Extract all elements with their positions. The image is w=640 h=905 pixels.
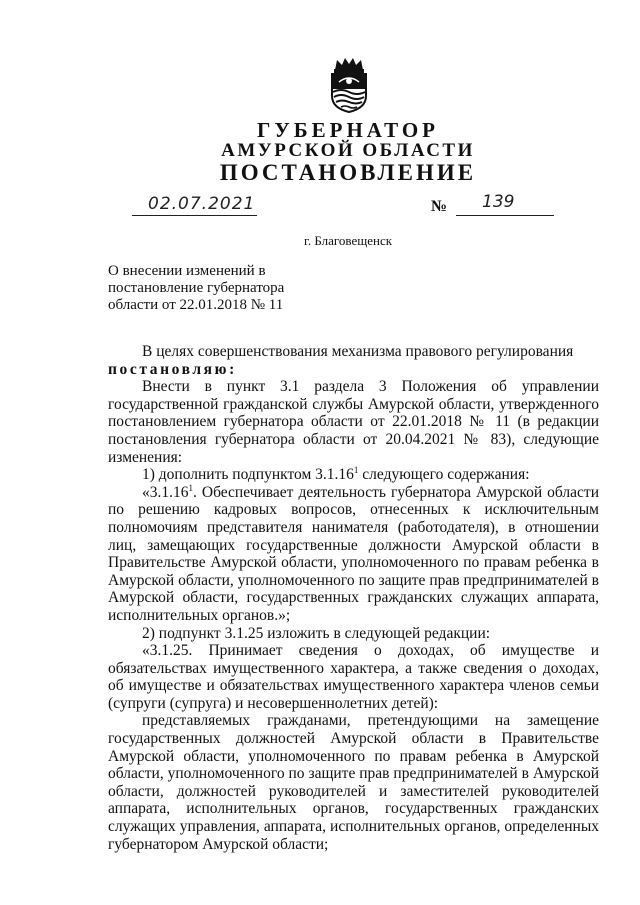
subject-line: постановление губернатора [108,280,285,296]
item-2: 2) подпункт 3.1.25 изложить в следующей редакции: [142,624,491,642]
amur-region-coat-of-arms-icon [327,56,371,114]
number-underline [456,215,554,216]
subject-line: О внесении изменений в [108,263,266,279]
decree-word: постановляю: [108,360,237,378]
number-label: № [431,198,448,215]
paragraph-amendment: Внести в пункт 3.1 раздела 3 Положения об управлении государственной гражданской службы Амурской области, утвержденного постановлением губернатора области от 22.01.2018 № 11 (в редакции постановления губернатора области от 20.04.2021 № 83), следующие изменения: [108,378,599,466]
title-region: АМУРСКОЙ ОБЛАСТИ [221,140,475,161]
date-underline [132,215,257,216]
item-1 [108,466,599,484]
intro-paragraph: В целях совершенствования механизма правового регулирования [142,343,574,360]
document-type: ПОСТАНОВЛЕНИЕ [219,160,477,185]
title-governor: ГУБЕРНАТОР [256,118,440,142]
quote-3-1-25: «3.1.25. Принимает сведения о доходах, об имуществе и обязательствах имущественного характера, а также сведения о доходах, об имуществе и обязательствах имущественного характера членов семьи (супруги (супруга) и несовершеннолетних детей): [108,642,599,712]
quote-3-1-16-head: «3.1.16 [142,483,189,501]
document-body [108,343,599,853]
city: г. Благовещенск [303,233,393,248]
document-number: 139 [482,192,515,212]
quote-3-1-25-subparagraph: представляемых гражданами, претендующими на замещение государственных должностей Амурской области в Правительстве Амурской области, уполномоченного по правам ребенка в Амурской области, уполномоченного по защите прав предпринимателей в Амурской области, должностей руководителей и заместителей руководителей аппарата, исполнительных органов, государственных гражданских служащих управления, аппарата, исполнительных органов, определенных губернатором Амурской области; [108,712,599,853]
superscript: 1 [188,482,193,493]
subject-line: области от 22.01.2018 № 11 [108,297,284,313]
item-1-tail: следующего содержания: [358,466,530,484]
quote-3-1-16 [108,484,599,625]
document-date: 02.07.2021 [148,194,256,214]
item-1-text: 1) дополнить подпунктом 3.1.16 [142,466,354,484]
superscript: 1 [353,465,359,475]
quote-3-1-16-text: . Обеспечивает деятельность губернатора Амурской области по решению кадровых вопросов, отнесенных к исключительным полномочиям представителя нанимателя (работодателя), в отношении лиц, замещающих государственные должности Амурской области в Правительстве Амурской области, уполномоченного по правам ребенка в Амурской области, уполномоченного по защите прав предпринимателей в Амурской области, государственных гражданских служащих аппарата, исполнительных органов.»; [108,483,599,624]
subject-block [108,263,284,314]
